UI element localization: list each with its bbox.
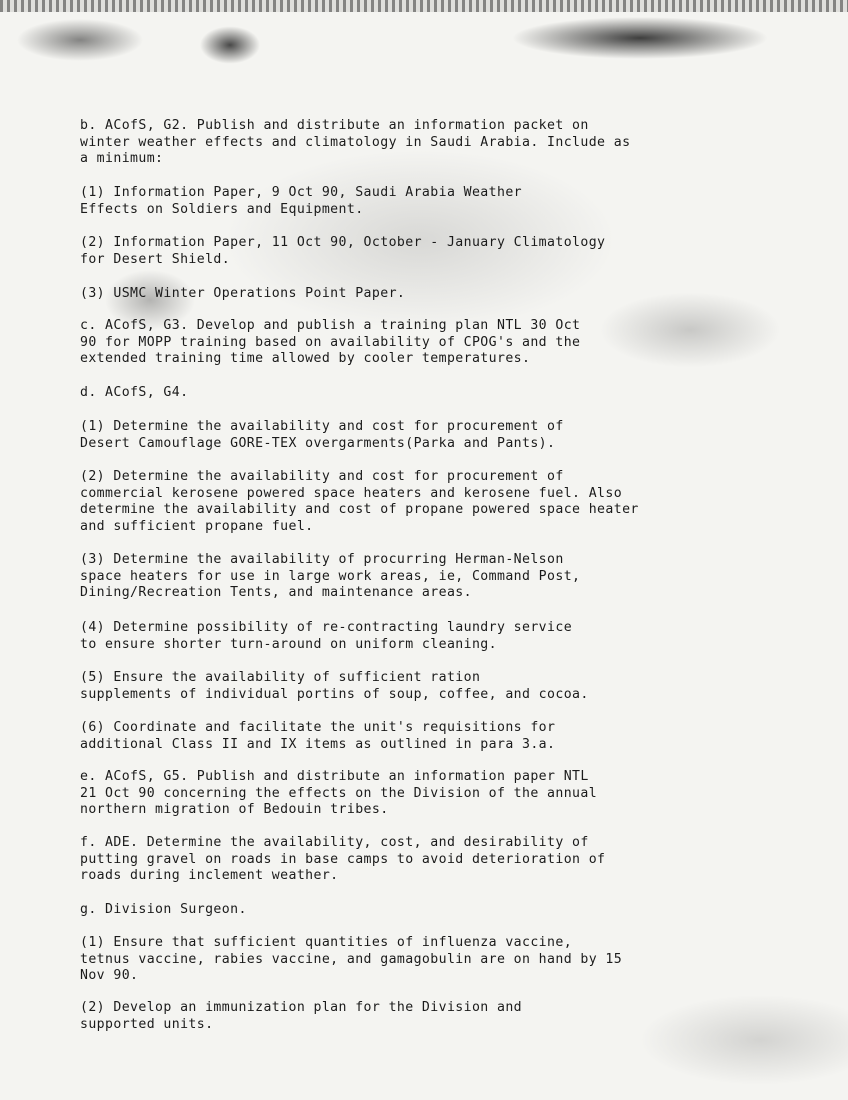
paragraph-d5 [80,670,780,703]
text-line: putting gravel on roads in base camps to avoid deterioration of [80,851,606,867]
text-line: supported units. [80,1016,214,1032]
paragraph-b2 [80,235,780,268]
text-line: determine the availability and cost of propane powered space heater [80,502,639,517]
text-line: (5) Ensure the availability of sufficient ration [80,670,481,685]
text-line: (6) Coordinate and facilitate the unit's requisitions for [80,720,556,735]
text-line: commercial kerosene powered space heaters and kerosene fuel. Also [80,485,623,501]
text-line: c. ACofS, G3. Develop and publish a training plan NTL 30 Oct [80,318,581,333]
text-line: (4) Determine possibility of re-contracting laundry service [80,620,573,635]
text-line: a minimum: [80,151,164,166]
paragraph-b [80,118,780,168]
text-line: 21 Oct 90 concerning the effects on the Division of the annual [80,785,598,801]
text-line: tetnus vaccine, rabies vaccine, and gamagobulin are on hand by 15 [80,951,623,967]
paragraph-g2 [80,1000,780,1033]
text-line: Nov 90. [80,968,139,983]
text-line: Dining/Recreation Tents, and maintenance areas. [80,585,472,600]
text-line: (3) USMC Winter Operations Point Paper. [80,286,406,301]
text-line: (1) Determine the availability and cost for procurement of [80,419,564,434]
text-line: (1) Ensure that sufficient quantities of influenza vaccine, [80,935,573,950]
paragraph-d2 [80,469,780,535]
text-line: b. ACofS, G2. Publish and distribute an information packet on [80,118,589,133]
paragraph-c [80,318,780,368]
text-line: Effects on Soldiers and Equipment. [80,201,364,217]
text-line: (2) Develop an immunization plan for the Division and [80,1000,522,1015]
text-line: f. ADE. Determine the availability, cost, and desirability of [80,835,589,850]
text-line: winter weather effects and climatology in Saudi Arabia. Include as [80,134,631,150]
text-line: supplements of individual portins of soup, coffee, and cocoa. [80,686,589,702]
text-line: (2) Information Paper, 11 Oct 90, October - January Climatology [80,235,606,250]
paragraph-d6 [80,720,780,753]
text-line: (2) Determine the availability and cost for procurement of [80,469,564,484]
paragraph-d4 [80,620,780,653]
text-line: roads during inclement weather. [80,868,339,883]
text-line: (3) Determine the availability of procurring Herman-Nelson [80,552,564,567]
text-line: 90 for MOPP training based on availability of CPOG's and the [80,334,581,350]
text-line: extended training time allowed by cooler temperatures. [80,351,531,366]
text-line: to ensure shorter turn-around on uniform cleaning. [80,636,497,652]
paragraph-e [80,769,780,819]
text-line: northern migration of Bedouin tribes. [80,802,389,817]
text-line: space heaters for use in large work areas, ie, Command Post, [80,568,581,584]
text-line: and sufficient propane fuel. [80,518,314,534]
paragraph-b3 [80,286,780,303]
paragraph-g1 [80,935,780,985]
text-line: d. ACofS, G4. [80,385,189,400]
paragraph-d3 [80,552,780,602]
paragraph-d [80,385,780,402]
paragraph-g [80,902,780,919]
text-line: e. ACofS, G5. Publish and distribute an information paper NTL [80,769,589,784]
text-line: additional Class II and IX items as outlined in para 3.a. [80,736,556,752]
paragraph-d1 [80,419,780,452]
paragraph-b1 [80,185,780,218]
text-line: for Desert Shield. [80,251,231,267]
paragraph-f [80,835,780,885]
text-line: (1) Information Paper, 9 Oct 90, Saudi Arabia Weather [80,185,522,200]
text-line: Desert Camouflage GORE-TEX overgarments(Parka and Pants). [80,435,556,451]
text-line: g. Division Surgeon. [80,902,247,917]
